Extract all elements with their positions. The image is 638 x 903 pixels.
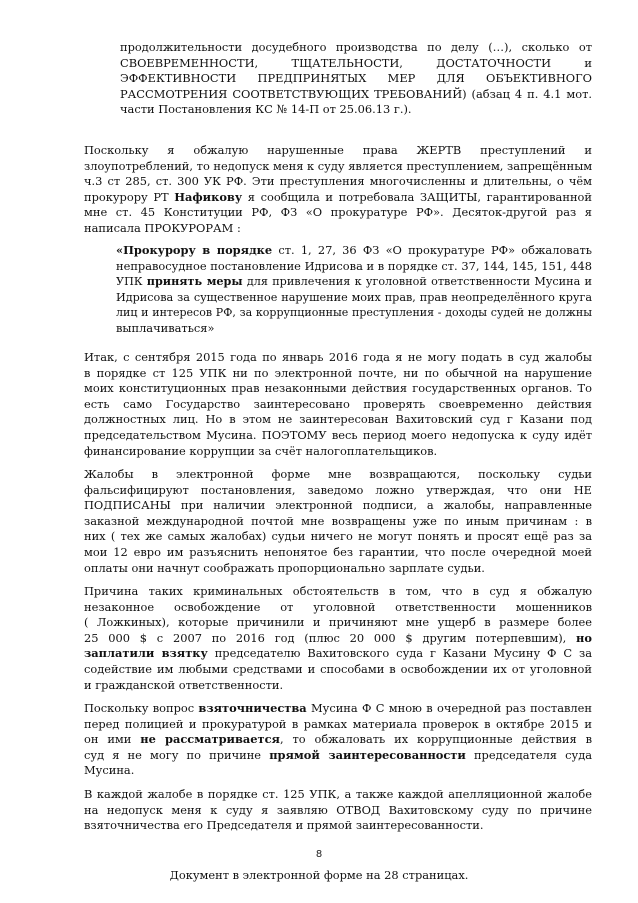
text-line: 25 000 $ с 2007 по 2016 год (плюс 20 000 $ другим потерпевшим), но (84, 630, 592, 645)
paragraph-returned-complaints (84, 467, 592, 576)
text-line: «Прокурору в порядке ст. 1, 27, 36 ФЗ «О прокуратуре РФ» обжаловать (116, 243, 593, 257)
text-line: на недопуск меня к суду я заявляю ОТВОД Вахитовскому суду по причине (84, 802, 592, 817)
text-line: Итак, с сентября 2015 года по январь 2016 года я не могу подать в суд жалобы (84, 350, 592, 364)
quoted-request-to-prosecutor (116, 243, 592, 337)
text-line: оплаты они начнут соображать пропорционально зарплате судьи. (84, 560, 485, 575)
text-line: прокурору РТ Нафикову я сообщила и потребовала ЗАЩИТЫ, гарантированной (84, 189, 592, 204)
text-line: Жалобы в электронной форме мне возвращаются, поскольку судьи (84, 467, 592, 481)
text-line: взяточничества его Председателя и прямой заинтересованности. (84, 818, 484, 833)
text-line: Поскольку вопрос взяточничества Мусина Ф С мною в очередной раз поставлен (84, 701, 592, 715)
text-line: СВОЕВРЕМЕННОСТИ, ТЩАТЕЛЬНОСТИ, ДОСТАТОЧНОСТИ и (120, 55, 592, 70)
text-line: должностных лиц. Но в этом не заинтересован Вахитовский суд г Казани под (84, 412, 592, 427)
text-line: продолжительности досудебного производства по делу (…), сколько от (120, 40, 592, 54)
text-line: есть само Государство заинтересовано проверять своевременно действия (84, 396, 592, 411)
text-line: заказной международной почтой мне возвращены уже по иным причинам : в (84, 513, 592, 528)
text-line: ЭФФЕКТИВНОСТИ ПРЕДПРИНЯТЫХ МЕР ДЛЯ ОБЪЕКТИВНОГО (120, 71, 592, 86)
paragraph-recusal-statement (84, 787, 592, 834)
amount-value: 25 000 $ (84, 630, 148, 645)
text-line: суд я не могу по причине прямой заинтересованности председателя суда (84, 747, 593, 762)
page-number: 8 (315, 849, 323, 860)
text-line: Идрисова за существенное нарушение моих прав, прав неопределённого круга (116, 290, 592, 304)
text-line: фальсифицируют постановления, заведомо ложно утверждая, что они НЕ (84, 482, 592, 497)
text-line: и гражданской ответственности. (84, 677, 284, 692)
paragraph-criminal-circumstances (84, 584, 592, 693)
text-line: них ( тех же самых жалобах) судьи ничего не могут понять и просят ещё раз за (84, 529, 592, 544)
bold-name: Нафикову (174, 189, 243, 204)
amount-value: 20 000 $ (349, 630, 413, 645)
text-line: части Постановления КС № 14-П от 25.06.13 г.). (120, 102, 412, 117)
text-line: моих конституционных прав незаконными действия государственных органов. То (84, 381, 592, 396)
text-line: ПОДПИСАНЫ при наличии электронной подписи, а жалобы, направленные (84, 498, 592, 513)
text-line: перед полицией и прокуратурой в рамках материала проверок в октябре 2015 и (84, 716, 592, 731)
text-line: финансирование коррупции за счёт налогоплательщиков. (84, 443, 438, 458)
text-line: ( Ложкиных), которые причинили и причиняют мне ущерб в размере более (84, 615, 592, 630)
text-line: мои 12 евро им разъяснить непонятое без гарантии, что после очередной моей (84, 544, 592, 559)
text-line: незаконное освобождение от уголовной ответственности мошенников (84, 599, 592, 614)
text-line: он ими не рассматривается, то обжаловать их коррупционные действия в (84, 732, 592, 747)
text-line: заплатили взятку председателю Вахитовского суда г Казани Мусину Ф С за (84, 646, 593, 661)
quoted-passage-continuation (120, 40, 592, 118)
text-line: неправосудное постановление Идрисова и в порядке ст. 37, 144, 145, 151, 448 (116, 258, 592, 273)
text-line: УПК принять меры для привлечения к уголовной ответственности Мусина и (116, 274, 593, 289)
text-line: Поскольку я обжалую нарушенные права ЖЕРТВ преступлений и (84, 143, 592, 157)
text-line: содействие им любыми средствами и способами в освобождении их от уголовной (84, 661, 592, 676)
text-line: председательством Мусина. ПОЭТОМУ весь период моего недопуска к суду идёт (84, 427, 592, 442)
text-line: злоупотреблений, то недопуск меня к суду является преступлением, запрещённым (84, 158, 593, 173)
footer-note: Документ в электронной форме на 28 страницах. (169, 868, 469, 882)
text-line: В каждой жалобе в порядке ст. 125 УПК, а также каждой апелляционной жалобе (84, 787, 592, 801)
paragraph-victims-rights (84, 143, 592, 237)
text-line: лиц и интересов РФ, за коррупционные преступления - доходы судей не должны (116, 306, 592, 320)
paragraph-court-access (84, 350, 592, 459)
text-line: ч.3 ст 285, ст. 300 УК РФ. Эти преступления многочисленны и длительны, о чём (84, 174, 592, 189)
text-line: выплачиваться» (116, 320, 215, 335)
paragraph-bribery-question (84, 701, 592, 779)
text-line: Мусина. (84, 763, 135, 778)
text-line: в порядке ст 125 УПК ни по электронной почте, ни по обычной на нарушение (84, 365, 592, 380)
text-line: РАССМОТРЕНИЯ СООТВЕТСТВУЮЩИХ ТРЕБОВАНИЙ) (абзац 4 п. 4.1 мот. (120, 86, 592, 101)
text-line: написала ПРОКУРОРАМ : (84, 220, 241, 235)
text-line: мне ст. 45 Конституции РФ, ФЗ «О прокуратуре РФ». Десяток-другой раз я (84, 205, 592, 220)
text-line: Причина таких криминальных обстоятельств в том, что в суд я обжалую (84, 584, 592, 598)
